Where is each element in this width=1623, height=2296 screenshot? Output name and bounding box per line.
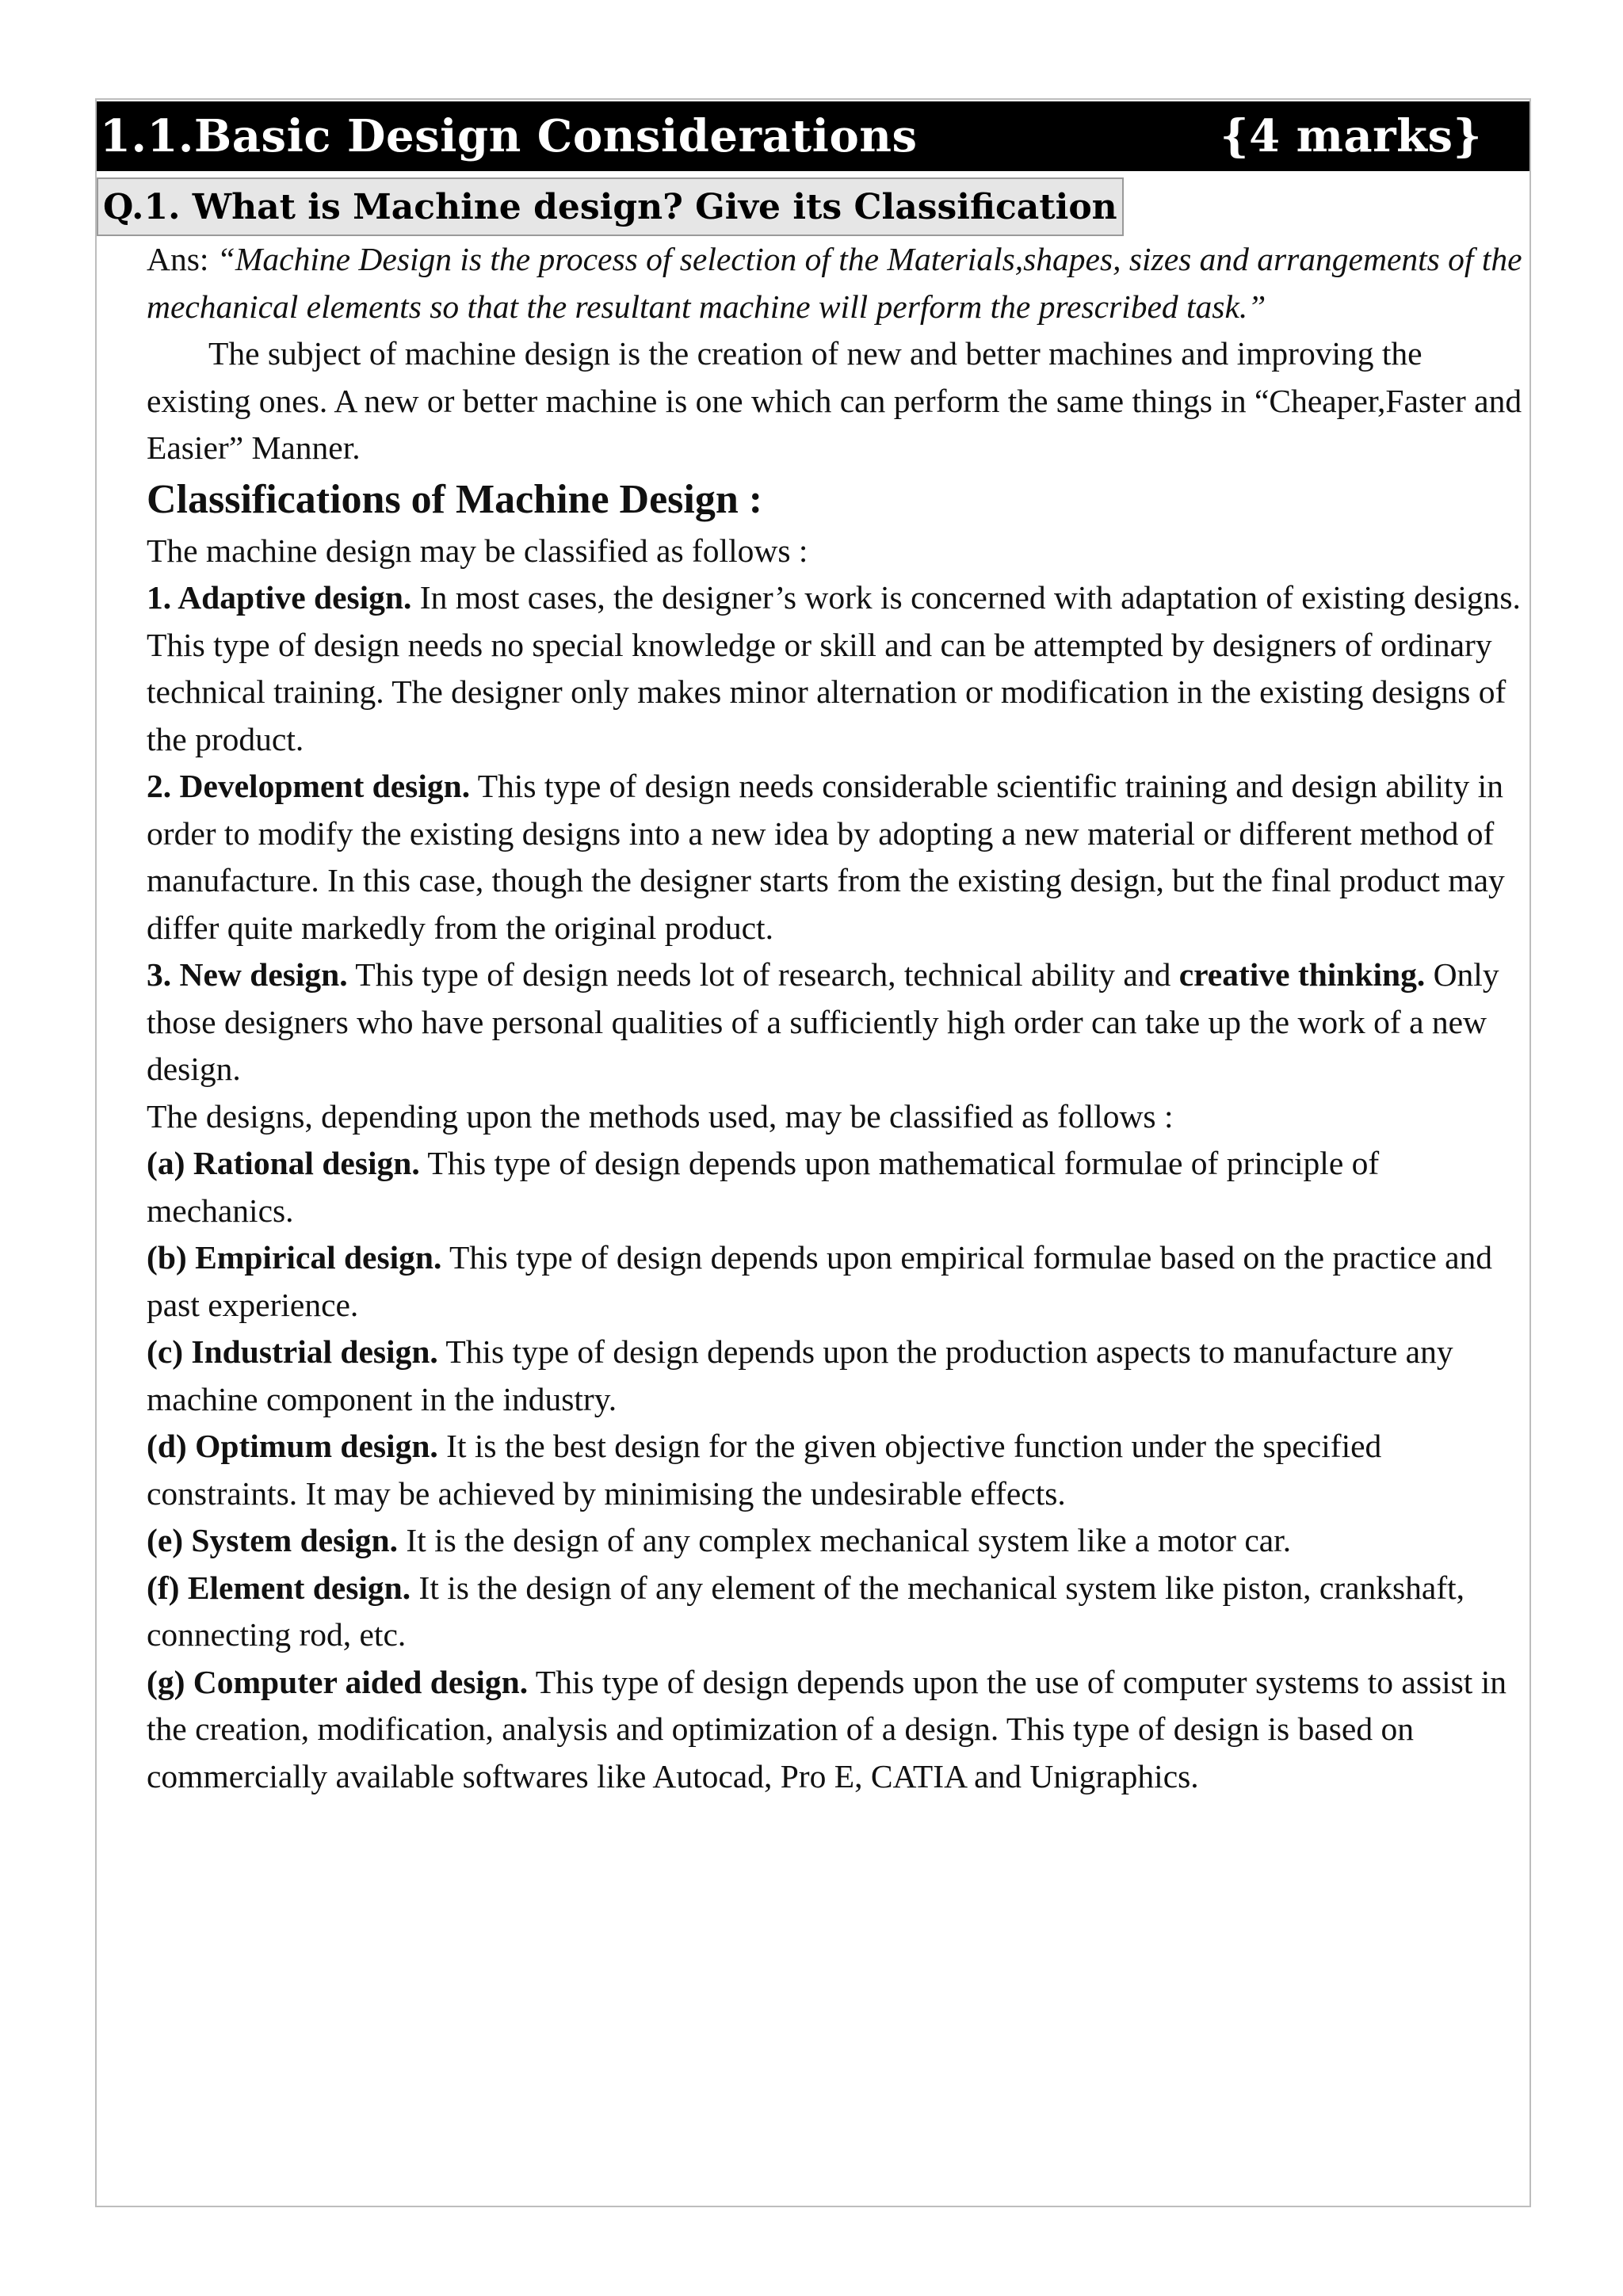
answer-content [147, 236, 1526, 1800]
method-term: (g) Computer aided design. [147, 1663, 529, 1700]
item-term: 3. New design. [147, 956, 348, 993]
methods-intro: The designs, depending upon the methods used, may be classified as follows : [147, 1097, 1174, 1135]
method-text: It is the design of any element of the mechanical system like piston, crankshaft, connecting rod, etc. [147, 1569, 1465, 1653]
classification-item-development [147, 763, 1526, 952]
answer-paragraph: The subject of machine design is the creation of new and better machines and improving the existing ones. A new or better machine is one which can perform the same things in “Cheaper,Faster and Easier” Manner. [147, 335, 1522, 466]
method-text: This type of design depends upon empirical formulae based on the practice and past experience. [147, 1239, 1493, 1323]
classification-intro: The machine design may be classified as follows : [147, 532, 808, 569]
item-emphasis: creative thinking. [1178, 956, 1426, 993]
method-optimum [147, 1423, 1526, 1517]
method-rational [147, 1140, 1526, 1234]
method-term: (f) Element design. [147, 1569, 411, 1606]
classification-item-new [147, 952, 1526, 1093]
method-term: (e) System design. [147, 1522, 398, 1558]
item-text: In most cases, the designer’s work is concerned with adaptation of existing designs. This type of design needs no special knowledge or skill and can be attempted by designers of ordinary technical training. The designer only makes minor alternation or modification in the existing designs of the product. [147, 579, 1521, 757]
item-text: This type of design needs lot of research, technical ability and [347, 956, 1179, 993]
method-term: (c) Industrial design. [147, 1333, 438, 1370]
method-element [147, 1565, 1526, 1659]
question-box [97, 177, 1124, 236]
classification-item-adaptive [147, 574, 1526, 763]
classification-heading: Classifications of Machine Design : [147, 476, 763, 522]
item-text: Only those designers who have personal qualities of a sufficiently high order can take up the work of a new design. [147, 956, 1499, 1087]
answer-definition [147, 236, 1526, 330]
method-text: It is the best design for the given objective function under the specified constraints. It may be achieved by minimising the undesirable effects. [147, 1428, 1382, 1512]
method-term: (b) Empirical design. [147, 1239, 442, 1276]
method-text: It is the design of any complex mechanical system like a motor car. [398, 1522, 1292, 1558]
question-text: Q.1. What is Machine design? Give its Classification [103, 186, 1117, 227]
section-header [97, 101, 1529, 171]
item-term: 1. Adaptive design. [147, 579, 412, 616]
method-term: (a) Rational design. [147, 1145, 420, 1181]
item-term: 2. Development design. [147, 768, 471, 804]
section-title: 1.1.Basic Design Considerations [100, 110, 918, 162]
item-text: This type of design needs considerable scientific training and design ability in order to modify the existing designs into a new idea by adopting a new material or different method of manufacture. In this case, though the designer starts from the existing design, but the final product may differ quite markedly from the original product. [147, 768, 1505, 946]
method-computer-aided [147, 1659, 1526, 1801]
method-term: (d) Optimum design. [147, 1428, 438, 1464]
method-empirical [147, 1234, 1526, 1329]
definition-quote: “Machine Design is the process of selection of the Materials,shapes, sizes and arrangements of the mechanical elements so that the resultant machine will perform the prescribed task.” [147, 241, 1522, 325]
method-industrial [147, 1329, 1526, 1423]
answer-prefix: Ans: [147, 241, 217, 277]
method-text: This type of design depends upon the use of computer systems to assist in the creation, modification, analysis and optimization of a design. This type of design is based on commercially available softwares like Autocad, Pro E, CATIA and Unigraphics. [147, 1663, 1507, 1794]
section-marks: {4 marks} [1220, 110, 1482, 162]
method-text: This type of design depends upon the production aspects to manufacture any machine component in the industry. [147, 1333, 1453, 1417]
method-text: This type of design depends upon mathematical formulae of principle of mechanics. [147, 1145, 1380, 1229]
method-system [147, 1517, 1526, 1565]
